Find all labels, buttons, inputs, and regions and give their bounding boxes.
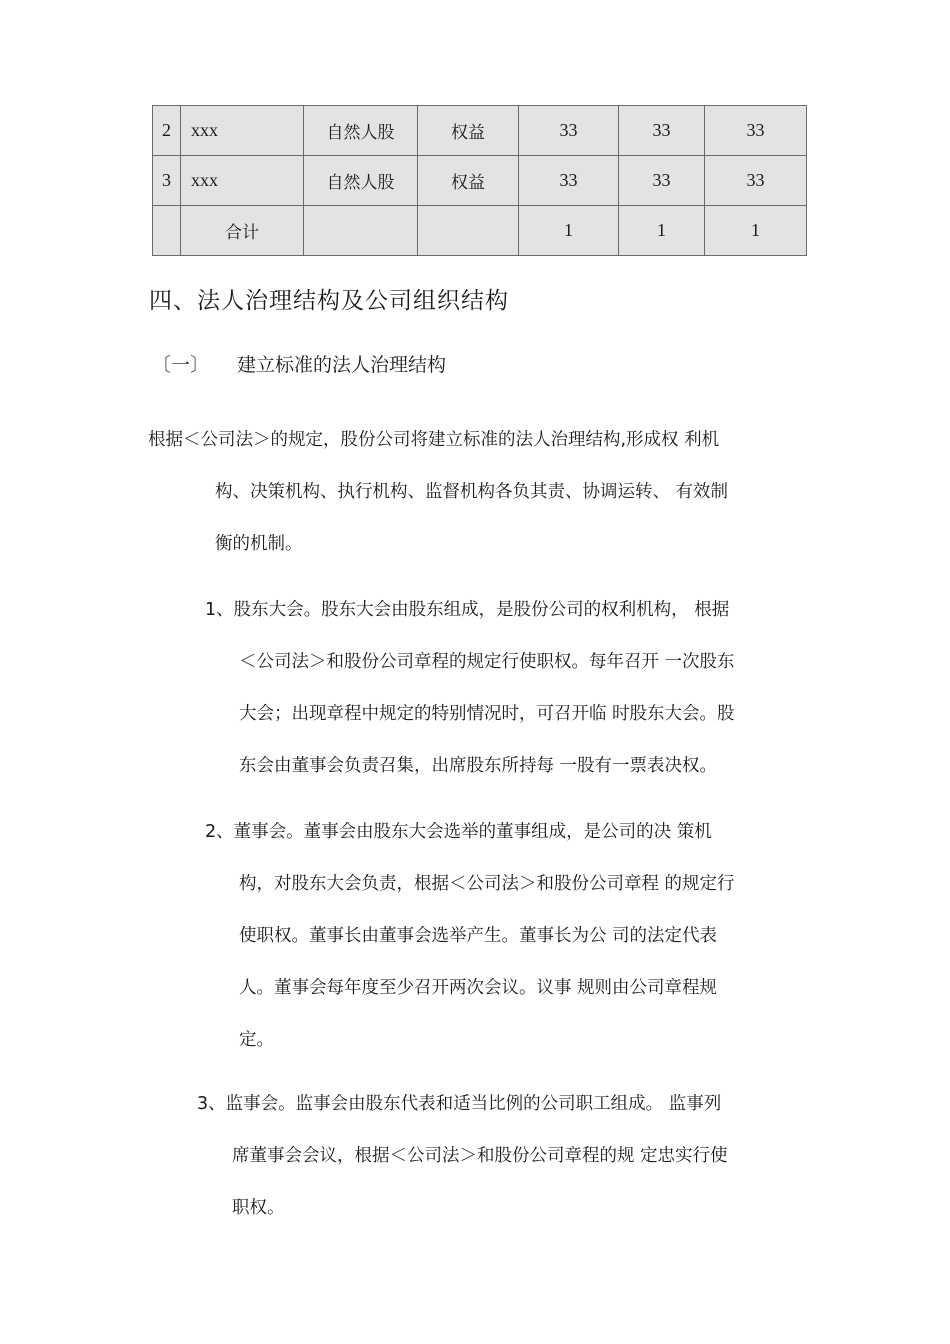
paragraph-line: 人。董事会每年度至少召开两次会议。议事 规则由公司章程规 bbox=[239, 978, 718, 998]
section-heading: 四、法人治理结构及公司组织结构 bbox=[149, 288, 509, 314]
paragraph-line: 东会由董事会负责召集，出席股东所持每 一股有一票表决权。 bbox=[239, 756, 718, 776]
subsection-heading bbox=[152, 350, 446, 377]
paragraph-line: 席董事会会议，根据＜公司法＞和股份公司章程的规 定忠实行使 bbox=[232, 1146, 728, 1166]
total-value: 1 bbox=[519, 206, 619, 256]
value-cell: 33 bbox=[519, 156, 619, 206]
paragraph-line: ＜公司法＞和股份公司章程的规定行使职权。每年召开 一次股东 bbox=[239, 652, 735, 672]
paragraph-line: 使职权。董事长由董事会选举产生。董事长为公 司的法定代表 bbox=[239, 926, 718, 946]
total-label: 合计 bbox=[181, 206, 304, 256]
row-number: 2 bbox=[153, 106, 181, 156]
shareholder-table bbox=[152, 105, 807, 256]
item-shareholders-meeting bbox=[205, 584, 735, 792]
table-row bbox=[153, 106, 807, 156]
intro-paragraph bbox=[148, 414, 728, 570]
table-row bbox=[153, 156, 807, 206]
shareholder-name: xxx bbox=[181, 106, 304, 156]
paragraph-line: 1、股东大会。股东大会由股东组成，是股份公司的权利机构， 根据 bbox=[205, 600, 730, 620]
value-cell: 33 bbox=[619, 106, 705, 156]
share-type: 自然人股 bbox=[304, 156, 418, 206]
value-cell: 33 bbox=[519, 106, 619, 156]
total-row bbox=[153, 206, 807, 256]
value-cell: 33 bbox=[705, 106, 807, 156]
value-cell: 33 bbox=[705, 156, 807, 206]
paragraph-line: 定。 bbox=[239, 1030, 274, 1050]
total-value: 1 bbox=[705, 206, 807, 256]
paragraph-line: 大会；出现章程中规定的特别情况时，可召开临 时股东大会。股 bbox=[239, 704, 735, 724]
empty-cell bbox=[304, 206, 418, 256]
paragraph-line: 2、董事会。董事会由股东大会选举的董事组成，是公司的决 策机 bbox=[205, 822, 712, 842]
share-type: 自然人股 bbox=[304, 106, 418, 156]
paragraph-line: 3、监事会。监事会由股东代表和适当比例的公司职工组成。 监事列 bbox=[197, 1094, 722, 1114]
empty-cell bbox=[153, 206, 181, 256]
paragraph-line: 衡的机制。 bbox=[215, 534, 303, 554]
subsection-marker: 〔一〕 bbox=[152, 354, 210, 376]
item-board-of-directors bbox=[205, 806, 735, 1066]
share-kind: 权益 bbox=[418, 106, 519, 156]
total-value: 1 bbox=[619, 206, 705, 256]
row-number: 3 bbox=[153, 156, 181, 206]
paragraph-line: 根据＜公司法＞的规定，股份公司将建立标准的法人治理结构,形成权 利机 bbox=[148, 430, 720, 450]
paragraph-line: 构，对股东大会负责，根据＜公司法＞和股份公司章程 的规定行 bbox=[239, 874, 735, 894]
shareholder-name: xxx bbox=[181, 156, 304, 206]
empty-cell bbox=[418, 206, 519, 256]
value-cell: 33 bbox=[619, 156, 705, 206]
subsection-title: 建立标准的法人治理结构 bbox=[237, 354, 447, 376]
paragraph-line: 职权。 bbox=[232, 1198, 285, 1218]
paragraph-line: 构、决策机构、执行机构、监督机构各负其责、协调运转、 有效制 bbox=[215, 482, 729, 502]
item-board-of-supervisors bbox=[197, 1078, 728, 1234]
share-kind: 权益 bbox=[418, 156, 519, 206]
